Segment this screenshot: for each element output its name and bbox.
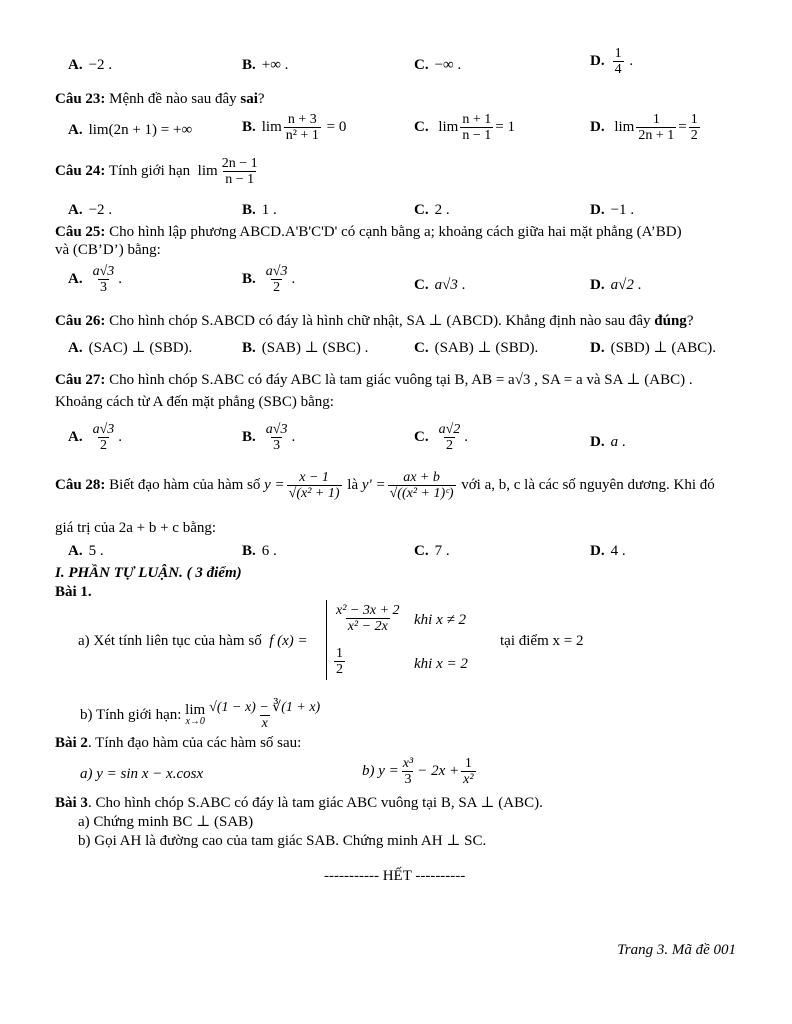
q22-option-c: C. −∞ .	[414, 57, 462, 73]
q24-option-a: A. −2 .	[68, 202, 113, 218]
bai1a-case1-cond: khi x ≠ 2	[414, 612, 466, 628]
bai2-question: Bài 2. Tính đạo hàm của các hàm số sau:	[55, 735, 302, 751]
bai2-part-a: a) y = sin x − x.cosx	[80, 766, 204, 782]
q27-question-line2: Khoảng cách từ A đến mặt phẳng (SBC) bằng:	[55, 394, 334, 410]
q27-option-c: C. $\frac{a√2}{2}$ .	[414, 422, 469, 453]
q23-option-d: D. lim $\frac{1}{2n + 1}$ = $\frac{1}{2}$	[590, 112, 698, 143]
q24-question: Câu 24: Tính giới hạn lim $\frac{2n - 1}{n - 1}$	[55, 156, 258, 187]
q24-option-d: D. −1 .	[590, 202, 635, 218]
q25-option-c: C. a√3 .	[414, 277, 466, 293]
q28-option-c: C. 7 .	[414, 543, 450, 559]
end-mark: ----------- HẾT ----------	[324, 868, 466, 884]
q22-option-a: A. −2 .	[68, 57, 113, 73]
q26-option-c: C. (SAB) ⊥ (SBD).	[414, 340, 539, 356]
piecewise-brace	[326, 600, 327, 680]
bai1a-at-point: tại điểm x = 2	[500, 633, 584, 649]
bai1a-case2: $\frac{1}{2}$	[336, 646, 343, 677]
bai1b-text: b) Tính giới hạn: lim x→0 $\frac{√(1 - x) - ∛(1 + x)}{x}$	[80, 700, 321, 731]
q26-option-d: D. (SBD) ⊥ (ABC).	[590, 340, 716, 356]
bai1a-text: a) Xét tính liên tục của hàm số f (x) =	[78, 633, 308, 649]
q26-option-a: A. (SAC) ⊥ (SBD).	[68, 340, 193, 356]
q27-question: Câu 27: Cho hình chóp S.ABC có đáy ABC là tam giác vuông tại B, AB = a√3 , SA = a và SA ⊥ (ABC) .	[55, 372, 693, 388]
q24-option-b: B. 1 .	[242, 202, 277, 218]
q22-option-b: B. +∞ .	[242, 57, 289, 73]
q27-option-d: D. a .	[590, 434, 626, 450]
q25-question: Câu 25: Cho hình lập phương ABCD.A'B'C'D' có cạnh bằng a; khoảng cách giữa hai mặt phẳng (A’BD)	[55, 224, 682, 240]
q23-option-c: C. lim $\frac{n + 1}{n - 1}$ = 1	[414, 112, 515, 143]
q23-question: Câu 23: Mệnh đề nào sau đây sai?	[55, 91, 265, 107]
q27-option-a: A. $\frac{a√3}{2}$ .	[68, 422, 123, 453]
bai3-part-a: a) Chứng minh BC ⊥ (SAB)	[78, 814, 254, 830]
q28-question-line2: giá trị của 2a + b + c bằng:	[55, 520, 217, 536]
q23-option-b: B. lim $\frac{n + 3}{\text{n² + 1}}$ = 0	[242, 112, 347, 143]
bai2-part-b: b) y = $\frac{\text{x³}}{3}$ − 2x + $\frac{1}{\text{x²}}$	[362, 756, 474, 787]
bai3-part-b: b) Gọi AH là đường cao của tam giác SAB. Chứng minh AH ⊥ SC.	[78, 833, 487, 849]
q25-option-a: A. $\frac{a√3}{3}$ .	[68, 264, 123, 295]
q28-option-b: B. 6 .	[242, 543, 277, 559]
bai1a-case1: $\frac{\text{x² − 3x + 2}}{\text{x² − 2x}}$	[336, 603, 400, 634]
q23-option-a: A. lim(2n + 1) = +∞	[68, 122, 193, 138]
q25-option-d: D. a√2 .	[590, 277, 642, 293]
bai3-question: Bài 3. Cho hình chóp S.ABC có đáy là tam giác ABC vuông tại B, SA ⊥ (ABC).	[55, 795, 543, 811]
q22-option-d: D. $\frac{1}{4}$ .	[590, 46, 634, 77]
q27-option-b: B. $\frac{a√3}{3}$ .	[242, 422, 296, 453]
q26-option-b: B. (SAB) ⊥ (SBC) .	[242, 340, 369, 356]
q28-option-a: A. 5 .	[68, 543, 104, 559]
essay-section-title: I. PHẦN TỰ LUẬN. ( 3 điểm)	[55, 565, 242, 581]
q28-option-d: D. 4 .	[590, 543, 626, 559]
q25-question-line2: và (CB’D’) bằng:	[55, 242, 161, 258]
page-footer: Trang 3. Mã đề 001	[617, 942, 736, 958]
bai1-label: Bài 1.	[55, 584, 92, 600]
q25-option-b: B. $\frac{a√3}{2}$ .	[242, 264, 296, 295]
q28-question: Câu 28: Biết đạo hàm của hàm số y = $\frac{x - 1}{\text{√(x² + 1)}}$ là y' = $\frac{ax + b}{\text{√((x² + 1)ᶜ)}}$ với a, b, c là các số nguyên dương. Khi đó	[55, 470, 715, 501]
q24-option-c: C. 2 .	[414, 202, 450, 218]
bai1a-case2-cond: khi x = 2	[414, 656, 468, 672]
q26-question: Câu 26: Cho hình chóp S.ABCD có đáy là hình chữ nhật, SA ⊥ (ABCD). Khẳng định nào sau đây đúng?	[55, 313, 694, 329]
